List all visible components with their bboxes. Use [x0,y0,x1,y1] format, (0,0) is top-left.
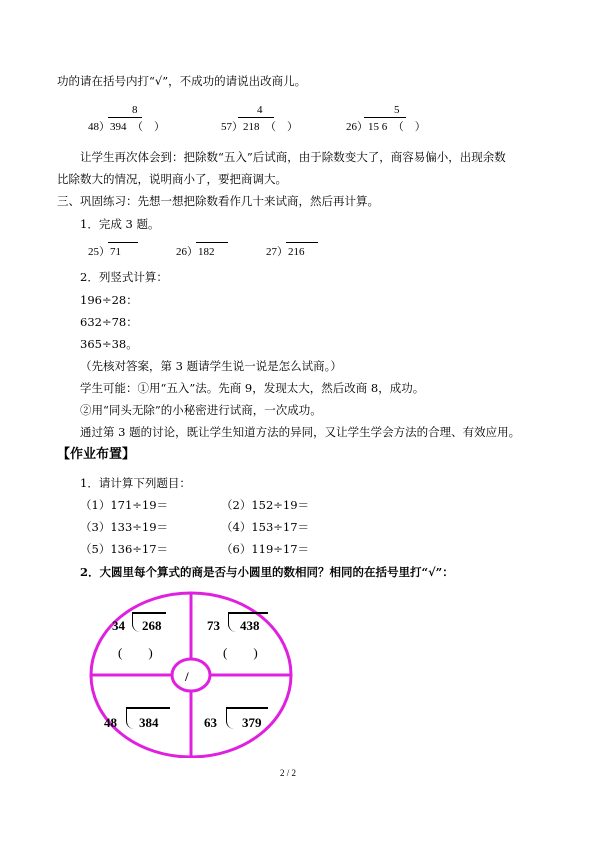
long-division-problem-3: 5 26）15 6 （ ） [346,104,426,133]
answer-parentheses[interactable]: （ ） [137,121,165,133]
exercise-2-item-3: 365÷38。 [80,337,138,351]
divisor: 27 [266,246,277,258]
long-division-problem-2: 4 57）218 （ ） [221,104,298,133]
homework-item: （1）171÷19＝ [80,498,169,512]
quadrant-1-divisor: 34 [112,618,125,633]
dividend: 71 [110,246,121,258]
quadrant-4-dividend: 379 [242,715,262,730]
dividend: 216 [288,246,305,258]
section-3-title: 三、巩固练习：先想一想把除数看作几十来试商，然后再计算。 [57,194,379,208]
quadrant-2-answer-parentheses[interactable]: ( ) [223,645,258,660]
quadrant-1-dividend: 268 [142,618,162,633]
homework-1-label: 1．请计算下列题目： [80,476,191,490]
homework-item: （2）152÷19＝ [221,498,310,512]
discussion-text: 通过第 3 题的讨论，既让学生知道方法的异同，又让学生学会方法的合理、有效应用。 [80,425,521,439]
exercise-2-item-1: 196÷28： [80,293,138,307]
homework-item: （3）133÷19＝ [80,520,169,534]
inner-circle-value: / [185,669,189,684]
homework-heading: 【作业布置】 [57,447,136,462]
exercise-1-problem-3: 27）216 [266,243,326,257]
exercise-1-problem-1: 25）71 [88,243,148,257]
quadrant-1-answer-parentheses[interactable]: ( ) [118,645,153,660]
divisor: 26 [346,121,357,133]
quadrant-2-divisor: 73 [207,618,220,633]
answer-parentheses[interactable]: （ ） [270,121,298,133]
quadrant-3-divisor: 48 [104,715,117,730]
homework-item: （5）136÷17＝ [80,542,169,556]
quotient: 5 [394,104,400,116]
exercise-2-label: 2．列竖式计算： [80,270,168,284]
exercise-2-item-2: 632÷78： [80,315,138,329]
inner-circle [172,659,210,691]
homework-2-label: 2．大圆里每个算式的商是否与小圆里的数相同？相同的在括号里打“√”： [80,565,454,579]
homework-item: （6）119÷17＝ [221,542,310,556]
dividend: 15 6 [368,121,388,133]
dividend: 218 [243,121,260,133]
divisor: 48 [88,121,99,133]
quadrant-3-dividend: 384 [139,715,159,730]
summary-line-2: 比除数大的情况，说明商小了，要把商调大。 [57,172,287,186]
student-method-1: 学生可能：①用“五入”法。先商 9，发现太大，然后改商 8，成功。 [80,381,425,395]
dividend: 394 [110,121,127,133]
quadrant-4-divisor: 63 [204,715,217,730]
divisor: 26 [176,246,187,258]
dividend: 182 [198,246,215,258]
summary-line-1: 让学生再次体会到：把除数“五入”后试商，由于除数变大了，商容易偏小，出现余数 [80,150,506,164]
long-division-problem-1: 8 48）394 （ ） [88,104,165,133]
divisor: 57 [221,121,232,133]
exercise-1-problem-2: 26）182 [176,243,236,257]
divisor: 25 [88,246,99,258]
answer-parentheses[interactable]: （ ） [398,121,426,133]
page-number: 2 / 2 [280,768,297,778]
student-method-2: ②用“同头无除”的小秘密进行试商，一次成功。 [80,403,322,417]
intro-line: 功的请在括号内打“√”，不成功的请说出改商儿。 [57,74,307,88]
teacher-note: （先核对答案，第 3 题请学生说一说是怎么试商。） [80,359,342,373]
quadrant-2-dividend: 438 [240,618,260,633]
exercise-1-label: 1．完成 3 题。 [80,217,160,231]
homework-item: （4）153÷17＝ [221,520,310,534]
quotient: 4 [257,104,263,116]
quotient: 8 [132,104,138,116]
